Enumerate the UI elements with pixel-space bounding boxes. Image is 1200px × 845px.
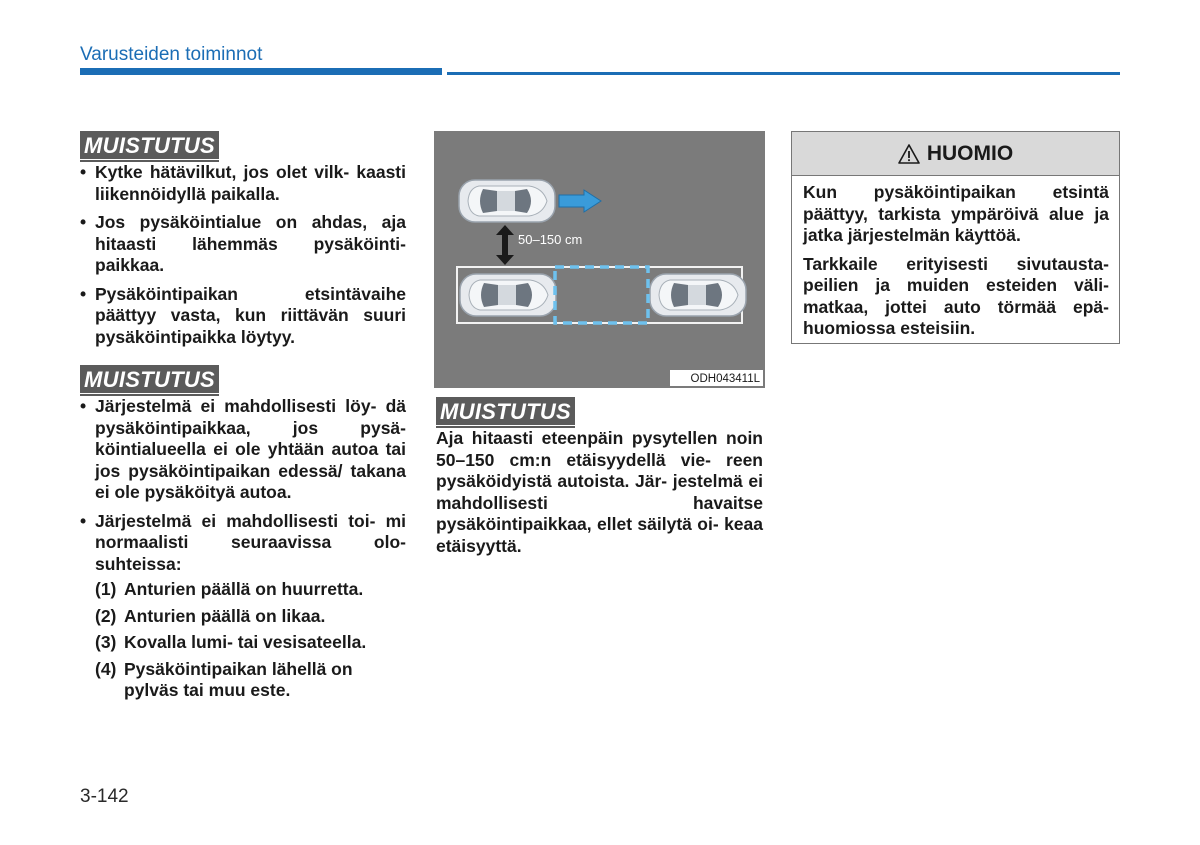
list-item: • Kytke hätävilkut, jos olet vilk- kaasti liikennöidyllä paikalla. xyxy=(80,162,406,205)
parking-diagram xyxy=(434,131,765,388)
condition-text: Anturien päällä on likaa. xyxy=(124,605,326,626)
warning-header xyxy=(792,132,1119,176)
free-parking-space xyxy=(555,267,648,323)
image-code: ODH043411L xyxy=(690,373,760,385)
direction-arrow-icon xyxy=(559,190,601,212)
condition-item xyxy=(95,579,406,601)
header-rule-thick xyxy=(80,68,442,75)
condition-text: Kovalla lumi- tai vesisateella. xyxy=(124,632,367,652)
note-badge: MUISTUTUS xyxy=(80,365,219,393)
condition-text: Anturien päällä on huurretta. xyxy=(124,579,364,599)
condition-number: (1) xyxy=(95,579,117,599)
condition-item xyxy=(95,632,406,654)
parked-car-icon xyxy=(460,274,556,316)
warning-triangle-icon xyxy=(898,144,920,164)
distance-label: 50–150 cm xyxy=(518,232,583,247)
note-badge: MUISTUTUS xyxy=(436,397,575,425)
header-rule-thin xyxy=(447,72,1120,75)
distance-arrow-icon xyxy=(496,225,514,265)
parking-illustration xyxy=(434,131,765,388)
parked-car-icon xyxy=(650,274,746,316)
condition-text: Pysäköintipaikan lähellä on pylväs tai muu este. xyxy=(124,658,353,700)
list-item xyxy=(80,511,406,702)
condition-item xyxy=(95,659,406,702)
conditions-list xyxy=(95,579,406,702)
note3-text: Aja hitaasti eteenpäin pysytellen noin 50–150 cm:n etäisyydellä vie- reen pysäköidyistä autoista. Jär- jestelmä ei mahdollisesti havaitse pysäköintipaikkaa, ellet säilytä oi- keaa etäisyyttä. xyxy=(436,428,763,556)
warning-paragraph: Tarkkaile erityisesti sivutausta- peilien ja muiden esteiden väli- matkaa, jottei auto törmää epä- huomiossa esteisiin. xyxy=(803,253,1109,338)
list-item: • Jos pysäköintialue on ahdas, aja hitaasti lähemmäs pysäköinti- paikkaa. xyxy=(80,212,406,277)
page-number: 3-142 xyxy=(80,786,129,807)
condition-number: (2) xyxy=(95,605,117,626)
section-title: Varusteiden toiminnot xyxy=(80,44,263,65)
moving-car-icon xyxy=(459,180,555,222)
warning-body xyxy=(792,176,1119,340)
warning-title: HUOMIO xyxy=(926,141,1014,165)
note2-list xyxy=(80,396,406,702)
note-badge: MUISTUTUS xyxy=(80,131,219,159)
list-item: • Pysäköintipaikan etsintävaihe päättyy vasta, kun riittävän suuri pysäköintipaikka löytyy. xyxy=(80,284,406,349)
list-item: • Järjestelmä ei mahdollisesti löy- dä pysäköintipaikkaa, jos pysä- köintialueella ei ole yhtään autoa tai jos pysäköintipaikan edessä/ takana ei ole pysäköityä autoa. xyxy=(80,396,406,504)
note2-body xyxy=(80,396,406,709)
condition-number: (4) xyxy=(95,658,117,679)
note1-body xyxy=(80,162,406,355)
warning-paragraph: Kun pysäköintipaikan etsintä päättyy, tarkista ympäröivä alue ja jatka järjestelmän käyttöä. xyxy=(803,182,1109,245)
condition-number: (3) xyxy=(95,632,117,652)
condition-item xyxy=(95,606,406,628)
note1-list xyxy=(80,162,406,348)
list-item-text: Järjestelmä ei mahdollisesti toi- mi normaalisti seuraavissa olo- suhteissa: xyxy=(95,510,406,574)
warning-box xyxy=(791,131,1120,344)
